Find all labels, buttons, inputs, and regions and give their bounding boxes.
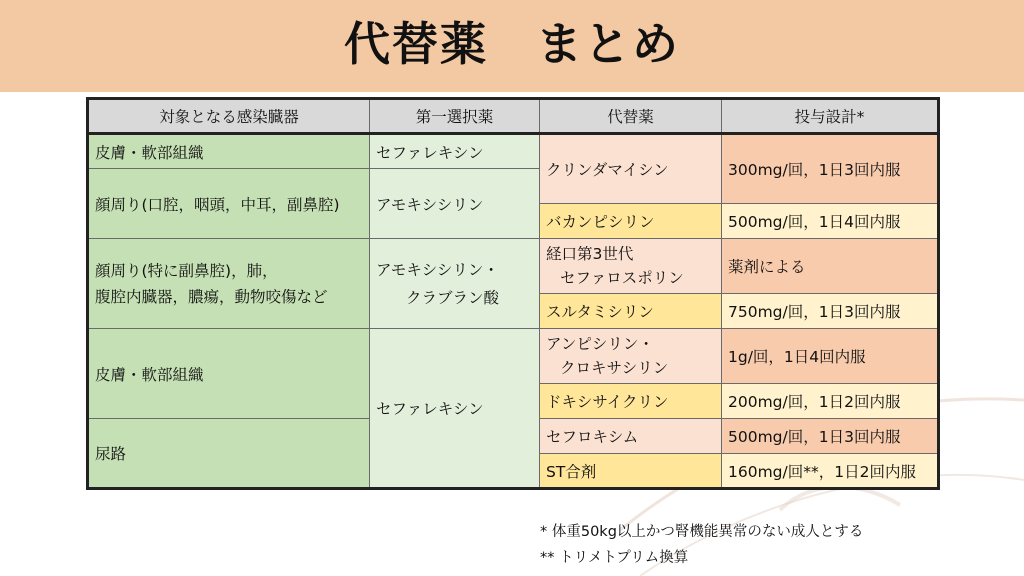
first-line-cell: セファレキシン	[370, 134, 540, 169]
alternative-cell	[540, 329, 722, 384]
footnote-weight: * 体重50kg以上かつ腎機能異常のない成人とする	[540, 524, 864, 540]
first-line-line: クラブラン酸	[406, 288, 500, 307]
alternative-cell: スルタミシリン	[540, 294, 722, 329]
organ-cell: 皮膚・軟部組織	[88, 329, 370, 419]
alternative-cell: バカンピシリン	[540, 204, 722, 239]
alternative-drug-table	[86, 97, 940, 490]
alternative-line: アンピシリン・	[546, 335, 654, 353]
header-first-line: 第一選択薬	[370, 99, 540, 134]
first-line-cell	[370, 239, 540, 329]
table-row	[88, 239, 939, 294]
organ-line: 顔周り(特に副鼻腔)，肺，	[95, 261, 278, 280]
dosing-cell: 300mg/回，1日3回内服	[722, 134, 939, 204]
dosing-cell: 750mg/回，1日3回内服	[722, 294, 939, 329]
organ-cell: 尿路	[88, 419, 370, 489]
dosing-cell: 500mg/回，1日4回内服	[722, 204, 939, 239]
alternative-cell: セフロキシム	[540, 419, 722, 454]
alternative-line: 経口第3世代	[546, 245, 634, 263]
table-row	[88, 329, 939, 384]
page-title: 代替薬 まとめ	[344, 17, 680, 71]
footnotes	[540, 519, 863, 571]
organ-cell: 顔周り(口腔，咽頭，中耳，副鼻腔)	[88, 169, 370, 239]
alternative-cell: ST合剤	[540, 454, 722, 489]
table-header-row	[88, 99, 939, 134]
dosing-cell: 200mg/回，1日2回内服	[722, 384, 939, 419]
dosing-cell: 1g/回，1日4回内服	[722, 329, 939, 384]
dosing-cell: 薬剤による	[722, 239, 939, 294]
table-row	[88, 134, 939, 169]
header-organ: 対象となる感染臓器	[88, 99, 370, 134]
first-line-line: アモキシシリン・	[376, 260, 499, 279]
organ-cell	[88, 239, 370, 329]
organ-cell: 皮膚・軟部組織	[88, 134, 370, 169]
alternative-line: クロキサシリン	[560, 359, 669, 377]
dosing-cell: 500mg/回，1日3回内服	[722, 419, 939, 454]
alternative-cell: ドキシサイクリン	[540, 384, 722, 419]
alternative-cell	[540, 239, 722, 294]
alternative-line: セファロスポリン	[560, 269, 684, 287]
footnote-trimethoprim: ** トリメトプリム換算	[540, 550, 689, 566]
dosing-cell: 160mg/回**，1日2回内服	[722, 454, 939, 489]
organ-line: 腹腔内臓器，膿瘍，動物咬傷など	[95, 287, 328, 306]
header-dosing: 投与設計*	[722, 99, 939, 134]
header-alternative: 代替薬	[540, 99, 722, 134]
first-line-cell: アモキシシリン	[370, 169, 540, 239]
alternative-cell: クリンダマイシン	[540, 134, 722, 204]
first-line-cell: セファレキシン	[370, 329, 540, 489]
